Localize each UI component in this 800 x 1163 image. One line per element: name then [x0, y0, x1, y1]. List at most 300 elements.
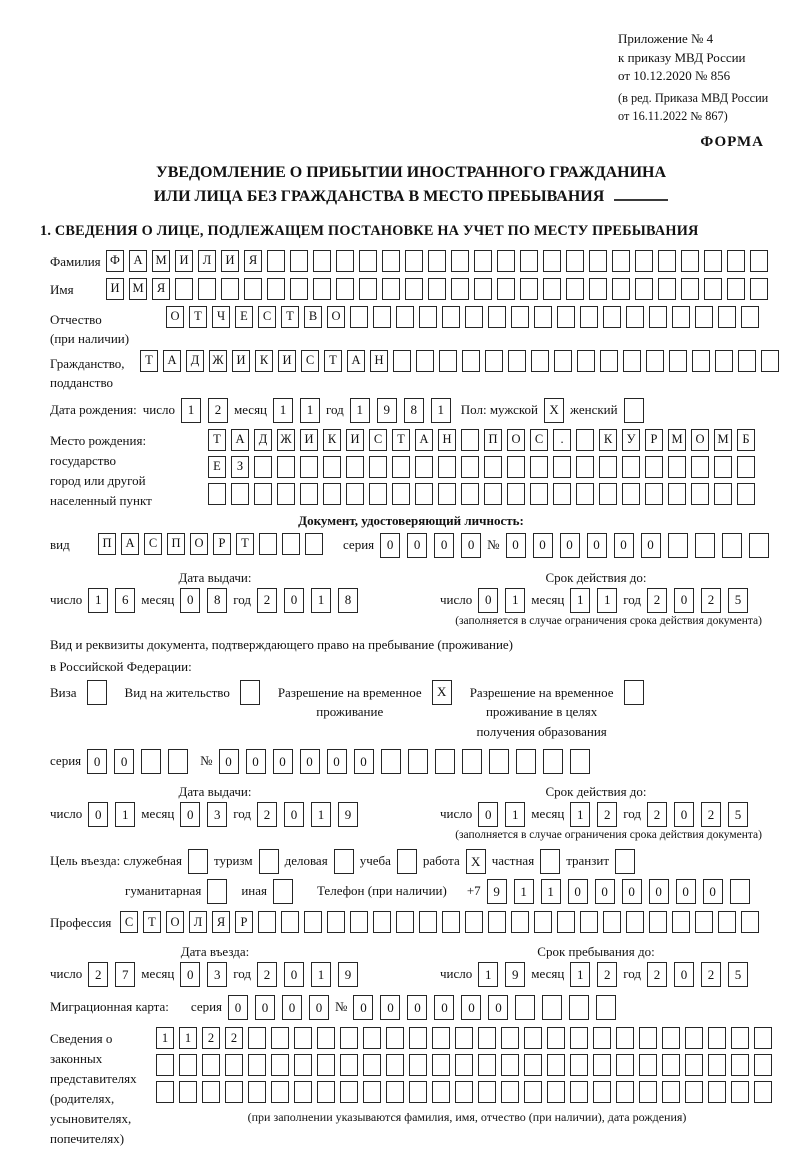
form-cell[interactable]: Т — [189, 306, 207, 328]
form-cell[interactable] — [478, 1027, 496, 1049]
form-cell[interactable]: 8 — [207, 588, 227, 613]
form-cell[interactable]: У — [622, 429, 640, 451]
form-cell[interactable] — [409, 1054, 427, 1076]
form-cell[interactable] — [323, 456, 341, 478]
form-cell[interactable]: 2 — [597, 802, 617, 827]
form-cell[interactable] — [346, 456, 364, 478]
form-cell[interactable] — [685, 1081, 703, 1103]
form-cell[interactable]: 0 — [180, 802, 200, 827]
form-cell[interactable] — [465, 911, 483, 933]
form-cell[interactable] — [612, 250, 630, 272]
form-cell[interactable] — [271, 1027, 289, 1049]
form-cell[interactable] — [754, 1054, 772, 1076]
form-cell[interactable]: 0 — [478, 588, 498, 613]
form-cell[interactable]: 0 — [434, 533, 454, 558]
form-cell[interactable] — [534, 306, 552, 328]
form-cell[interactable] — [662, 1027, 680, 1049]
form-cell[interactable] — [382, 250, 400, 272]
form-cell[interactable]: З — [231, 456, 249, 478]
checkbox[interactable] — [273, 879, 293, 904]
form-cell[interactable] — [317, 1054, 335, 1076]
form-cell[interactable] — [290, 278, 308, 300]
form-cell[interactable] — [290, 250, 308, 272]
form-cell[interactable] — [543, 278, 561, 300]
form-cell[interactable]: 2 — [597, 962, 617, 987]
form-cell[interactable] — [543, 250, 561, 272]
form-cell[interactable]: 0 — [180, 962, 200, 987]
form-cell[interactable] — [737, 456, 755, 478]
form-cell[interactable] — [626, 306, 644, 328]
form-cell[interactable]: 6 — [115, 588, 135, 613]
form-cell[interactable] — [386, 1027, 404, 1049]
form-cell[interactable] — [511, 306, 529, 328]
form-cell[interactable] — [254, 483, 272, 505]
form-cell[interactable] — [202, 1081, 220, 1103]
form-cell[interactable] — [382, 278, 400, 300]
form-cell[interactable] — [415, 483, 433, 505]
form-cell[interactable] — [530, 483, 548, 505]
form-cell[interactable]: 0 — [380, 995, 400, 1020]
form-cell[interactable]: 8 — [404, 398, 424, 423]
form-cell[interactable] — [691, 456, 709, 478]
form-cell[interactable] — [672, 306, 690, 328]
form-cell[interactable]: Я — [244, 250, 262, 272]
education-residence-permit-checkbox[interactable] — [624, 680, 644, 705]
form-cell[interactable]: Р — [645, 429, 663, 451]
form-cell[interactable] — [369, 483, 387, 505]
form-cell[interactable] — [623, 350, 641, 372]
form-cell[interactable] — [593, 1027, 611, 1049]
form-cell[interactable] — [691, 483, 709, 505]
form-cell[interactable]: 1 — [478, 962, 498, 987]
form-cell[interactable] — [547, 1027, 565, 1049]
form-cell[interactable] — [576, 483, 594, 505]
form-cell[interactable]: Т — [143, 911, 161, 933]
form-cell[interactable] — [672, 911, 690, 933]
form-cell[interactable]: И — [346, 429, 364, 451]
form-cell[interactable]: 1 — [311, 588, 331, 613]
form-cell[interactable] — [508, 350, 526, 372]
form-cell[interactable] — [225, 1081, 243, 1103]
form-cell[interactable] — [662, 1081, 680, 1103]
form-cell[interactable] — [695, 911, 713, 933]
form-cell[interactable] — [695, 533, 715, 558]
form-cell[interactable]: 0 — [674, 588, 694, 613]
form-cell[interactable] — [557, 306, 575, 328]
form-cell[interactable]: 0 — [622, 879, 642, 904]
form-cell[interactable] — [593, 1081, 611, 1103]
form-cell[interactable]: 5 — [728, 588, 748, 613]
form-cell[interactable]: 0 — [273, 749, 293, 774]
form-cell[interactable] — [340, 1081, 358, 1103]
form-cell[interactable]: Т — [324, 350, 342, 372]
form-cell[interactable] — [577, 350, 595, 372]
form-cell[interactable] — [530, 456, 548, 478]
form-cell[interactable] — [455, 1027, 473, 1049]
form-cell[interactable]: Д — [186, 350, 204, 372]
form-cell[interactable] — [442, 306, 460, 328]
form-cell[interactable]: И — [278, 350, 296, 372]
checkbox[interactable] — [615, 849, 635, 874]
checkbox[interactable] — [259, 849, 279, 874]
form-cell[interactable]: С — [144, 533, 162, 555]
form-cell[interactable]: 1 — [350, 398, 370, 423]
form-cell[interactable]: Т — [140, 350, 158, 372]
form-cell[interactable]: 1 — [311, 962, 331, 987]
form-cell[interactable]: 1 — [300, 398, 320, 423]
form-cell[interactable] — [439, 350, 457, 372]
form-cell[interactable]: 1 — [570, 588, 590, 613]
form-cell[interactable] — [474, 250, 492, 272]
form-cell[interactable]: С — [258, 306, 276, 328]
form-cell[interactable]: 5 — [728, 802, 748, 827]
form-cell[interactable] — [281, 911, 299, 933]
residence-permit-checkbox[interactable] — [240, 680, 260, 705]
form-cell[interactable] — [415, 456, 433, 478]
form-cell[interactable]: 0 — [434, 995, 454, 1020]
form-cell[interactable]: 1 — [570, 802, 590, 827]
form-cell[interactable]: Т — [281, 306, 299, 328]
form-cell[interactable] — [461, 429, 479, 451]
form-cell[interactable] — [386, 1054, 404, 1076]
form-cell[interactable] — [730, 879, 750, 904]
form-cell[interactable]: 9 — [505, 962, 525, 987]
form-cell[interactable]: 2 — [647, 802, 667, 827]
form-cell[interactable] — [501, 1027, 519, 1049]
form-cell[interactable] — [179, 1081, 197, 1103]
form-cell[interactable]: Б — [737, 429, 755, 451]
form-cell[interactable] — [520, 250, 538, 272]
checkbox[interactable]: X — [544, 398, 564, 423]
form-cell[interactable] — [531, 350, 549, 372]
form-cell[interactable] — [156, 1054, 174, 1076]
form-cell[interactable] — [715, 350, 733, 372]
form-cell[interactable]: А — [415, 429, 433, 451]
form-cell[interactable] — [478, 1054, 496, 1076]
form-cell[interactable]: 1 — [570, 962, 590, 987]
form-cell[interactable]: В — [304, 306, 322, 328]
form-cell[interactable] — [662, 1054, 680, 1076]
form-cell[interactable]: 0 — [228, 995, 248, 1020]
form-cell[interactable] — [359, 250, 377, 272]
form-cell[interactable]: О — [691, 429, 709, 451]
form-cell[interactable] — [714, 456, 732, 478]
form-cell[interactable] — [754, 1081, 772, 1103]
form-cell[interactable] — [616, 1054, 634, 1076]
form-cell[interactable] — [731, 1081, 749, 1103]
form-cell[interactable] — [271, 1081, 289, 1103]
form-cell[interactable] — [267, 250, 285, 272]
form-cell[interactable] — [248, 1054, 266, 1076]
form-cell[interactable]: 0 — [114, 749, 134, 774]
form-cell[interactable] — [566, 250, 584, 272]
form-cell[interactable] — [622, 483, 640, 505]
form-cell[interactable] — [570, 1054, 588, 1076]
form-cell[interactable] — [350, 911, 368, 933]
form-cell[interactable] — [462, 350, 480, 372]
form-cell[interactable]: Д — [254, 429, 272, 451]
temporary-residence-permit-checkbox[interactable]: X — [432, 680, 452, 705]
form-cell[interactable] — [524, 1081, 542, 1103]
form-cell[interactable] — [451, 278, 469, 300]
form-cell[interactable] — [363, 1054, 381, 1076]
form-cell[interactable]: 5 — [728, 962, 748, 987]
form-cell[interactable] — [718, 911, 736, 933]
form-cell[interactable] — [708, 1054, 726, 1076]
form-cell[interactable] — [554, 350, 572, 372]
form-cell[interactable] — [141, 749, 161, 774]
form-cell[interactable] — [497, 278, 515, 300]
form-cell[interactable] — [750, 250, 768, 272]
checkbox[interactable] — [540, 849, 560, 874]
form-cell[interactable] — [258, 911, 276, 933]
form-cell[interactable] — [277, 483, 295, 505]
form-cell[interactable] — [543, 749, 563, 774]
form-cell[interactable]: М — [152, 250, 170, 272]
form-cell[interactable] — [254, 456, 272, 478]
form-cell[interactable] — [600, 350, 618, 372]
form-cell[interactable] — [507, 483, 525, 505]
form-cell[interactable] — [428, 250, 446, 272]
form-cell[interactable]: Л — [189, 911, 207, 933]
form-cell[interactable]: 0 — [587, 533, 607, 558]
form-cell[interactable]: И — [175, 250, 193, 272]
form-cell[interactable] — [300, 456, 318, 478]
form-cell[interactable] — [704, 250, 722, 272]
form-cell[interactable]: 3 — [207, 962, 227, 987]
form-cell[interactable] — [570, 749, 590, 774]
form-cell[interactable] — [737, 483, 755, 505]
form-cell[interactable]: П — [484, 429, 502, 451]
form-cell[interactable]: 0 — [407, 995, 427, 1020]
form-cell[interactable]: 2 — [257, 588, 277, 613]
form-cell[interactable] — [622, 456, 640, 478]
form-cell[interactable] — [569, 995, 589, 1020]
form-cell[interactable] — [419, 911, 437, 933]
form-cell[interactable] — [416, 350, 434, 372]
form-cell[interactable] — [396, 911, 414, 933]
form-cell[interactable] — [313, 250, 331, 272]
form-cell[interactable] — [381, 749, 401, 774]
checkbox[interactable] — [188, 849, 208, 874]
form-cell[interactable]: 1 — [179, 1027, 197, 1049]
form-cell[interactable] — [570, 1081, 588, 1103]
form-cell[interactable]: 1 — [514, 879, 534, 904]
form-cell[interactable] — [681, 278, 699, 300]
form-cell[interactable] — [225, 1054, 243, 1076]
form-cell[interactable] — [695, 306, 713, 328]
form-cell[interactable] — [462, 749, 482, 774]
form-cell[interactable] — [738, 350, 756, 372]
form-cell[interactable]: 0 — [568, 879, 588, 904]
form-cell[interactable] — [327, 911, 345, 933]
form-cell[interactable] — [749, 533, 769, 558]
form-cell[interactable] — [455, 1081, 473, 1103]
form-cell[interactable]: 2 — [208, 398, 228, 423]
form-cell[interactable]: Ч — [212, 306, 230, 328]
form-cell[interactable] — [635, 278, 653, 300]
form-cell[interactable]: М — [668, 429, 686, 451]
form-cell[interactable]: Я — [152, 278, 170, 300]
form-cell[interactable] — [313, 278, 331, 300]
form-cell[interactable]: 9 — [487, 879, 507, 904]
form-cell[interactable] — [741, 306, 759, 328]
form-cell[interactable] — [669, 350, 687, 372]
form-cell[interactable] — [432, 1027, 450, 1049]
form-cell[interactable]: 2 — [701, 588, 721, 613]
form-cell[interactable] — [175, 278, 193, 300]
form-cell[interactable] — [580, 306, 598, 328]
form-cell[interactable]: 2 — [257, 802, 277, 827]
form-cell[interactable] — [336, 250, 354, 272]
form-cell[interactable] — [373, 911, 391, 933]
form-cell[interactable] — [708, 1027, 726, 1049]
form-cell[interactable] — [461, 456, 479, 478]
form-cell[interactable]: Т — [208, 429, 226, 451]
form-cell[interactable] — [409, 1081, 427, 1103]
form-cell[interactable] — [557, 911, 575, 933]
form-cell[interactable]: 2 — [88, 962, 108, 987]
form-cell[interactable] — [428, 278, 446, 300]
form-cell[interactable]: О — [507, 429, 525, 451]
form-cell[interactable] — [438, 483, 456, 505]
form-cell[interactable] — [294, 1054, 312, 1076]
form-cell[interactable] — [386, 1081, 404, 1103]
form-cell[interactable]: Е — [208, 456, 226, 478]
form-cell[interactable]: 0 — [641, 533, 661, 558]
form-cell[interactable] — [248, 1081, 266, 1103]
form-cell[interactable]: 0 — [478, 802, 498, 827]
form-cell[interactable]: 1 — [181, 398, 201, 423]
form-cell[interactable] — [438, 456, 456, 478]
form-cell[interactable]: 0 — [380, 533, 400, 558]
form-cell[interactable]: 1 — [273, 398, 293, 423]
checkbox[interactable] — [397, 849, 417, 874]
form-cell[interactable] — [304, 911, 322, 933]
form-cell[interactable] — [409, 1027, 427, 1049]
form-cell[interactable] — [570, 1027, 588, 1049]
form-cell[interactable] — [455, 1054, 473, 1076]
form-cell[interactable]: 0 — [282, 995, 302, 1020]
form-cell[interactable]: 0 — [595, 879, 615, 904]
form-cell[interactable] — [658, 278, 676, 300]
form-cell[interactable] — [373, 306, 391, 328]
form-cell[interactable]: 2 — [701, 802, 721, 827]
form-cell[interactable] — [432, 1054, 450, 1076]
form-cell[interactable] — [668, 533, 688, 558]
form-cell[interactable]: 0 — [461, 533, 481, 558]
form-cell[interactable]: 0 — [88, 802, 108, 827]
form-cell[interactable]: Р — [235, 911, 253, 933]
form-cell[interactable] — [626, 911, 644, 933]
form-cell[interactable]: 0 — [327, 749, 347, 774]
form-cell[interactable]: Н — [438, 429, 456, 451]
form-cell[interactable]: А — [121, 533, 139, 555]
form-cell[interactable] — [294, 1027, 312, 1049]
form-cell[interactable] — [576, 429, 594, 451]
form-cell[interactable] — [645, 483, 663, 505]
form-cell[interactable] — [392, 456, 410, 478]
form-cell[interactable] — [359, 278, 377, 300]
form-cell[interactable] — [317, 1027, 335, 1049]
form-cell[interactable] — [727, 250, 745, 272]
form-cell[interactable] — [198, 278, 216, 300]
form-cell[interactable] — [501, 1081, 519, 1103]
form-cell[interactable] — [405, 250, 423, 272]
form-cell[interactable] — [668, 483, 686, 505]
form-cell[interactable]: 0 — [284, 588, 304, 613]
form-cell[interactable]: М — [129, 278, 147, 300]
checkbox[interactable] — [334, 849, 354, 874]
form-cell[interactable] — [547, 1081, 565, 1103]
form-cell[interactable] — [442, 911, 460, 933]
form-cell[interactable] — [524, 1027, 542, 1049]
form-cell[interactable] — [484, 456, 502, 478]
form-cell[interactable]: О — [327, 306, 345, 328]
form-cell[interactable]: П — [167, 533, 185, 555]
form-cell[interactable] — [267, 278, 285, 300]
form-cell[interactable]: 0 — [255, 995, 275, 1020]
form-cell[interactable] — [603, 911, 621, 933]
form-cell[interactable] — [639, 1081, 657, 1103]
form-cell[interactable] — [305, 533, 323, 555]
form-cell[interactable] — [419, 306, 437, 328]
form-cell[interactable]: А — [347, 350, 365, 372]
form-cell[interactable]: К — [599, 429, 617, 451]
checkbox[interactable]: X — [466, 849, 486, 874]
form-cell[interactable]: С — [369, 429, 387, 451]
form-cell[interactable] — [363, 1027, 381, 1049]
form-cell[interactable] — [681, 250, 699, 272]
form-cell[interactable]: К — [323, 429, 341, 451]
form-cell[interactable]: 0 — [300, 749, 320, 774]
form-cell[interactable] — [731, 1027, 749, 1049]
form-cell[interactable] — [346, 483, 364, 505]
form-cell[interactable] — [156, 1081, 174, 1103]
form-cell[interactable]: Ж — [209, 350, 227, 372]
form-cell[interactable] — [668, 456, 686, 478]
form-cell[interactable]: Я — [212, 911, 230, 933]
form-cell[interactable] — [259, 533, 277, 555]
form-cell[interactable] — [271, 1054, 289, 1076]
form-cell[interactable] — [231, 483, 249, 505]
form-cell[interactable]: А — [129, 250, 147, 272]
form-cell[interactable] — [484, 483, 502, 505]
form-cell[interactable] — [658, 250, 676, 272]
form-cell[interactable]: 9 — [338, 962, 358, 987]
form-cell[interactable]: И — [232, 350, 250, 372]
form-cell[interactable] — [731, 1054, 749, 1076]
form-cell[interactable]: Е — [235, 306, 253, 328]
form-cell[interactable]: 0 — [674, 802, 694, 827]
form-cell[interactable] — [593, 1054, 611, 1076]
form-cell[interactable]: 0 — [354, 749, 374, 774]
form-cell[interactable] — [392, 483, 410, 505]
form-cell[interactable] — [553, 483, 571, 505]
form-cell[interactable] — [599, 456, 617, 478]
form-cell[interactable]: 0 — [560, 533, 580, 558]
form-cell[interactable]: С — [301, 350, 319, 372]
form-cell[interactable]: Т — [392, 429, 410, 451]
form-cell[interactable] — [534, 911, 552, 933]
form-cell[interactable]: А — [163, 350, 181, 372]
form-cell[interactable] — [277, 456, 295, 478]
form-cell[interactable]: Ф — [106, 250, 124, 272]
form-cell[interactable]: И — [221, 250, 239, 272]
form-cell[interactable]: 1 — [156, 1027, 174, 1049]
form-cell[interactable] — [393, 350, 411, 372]
form-cell[interactable] — [718, 306, 736, 328]
